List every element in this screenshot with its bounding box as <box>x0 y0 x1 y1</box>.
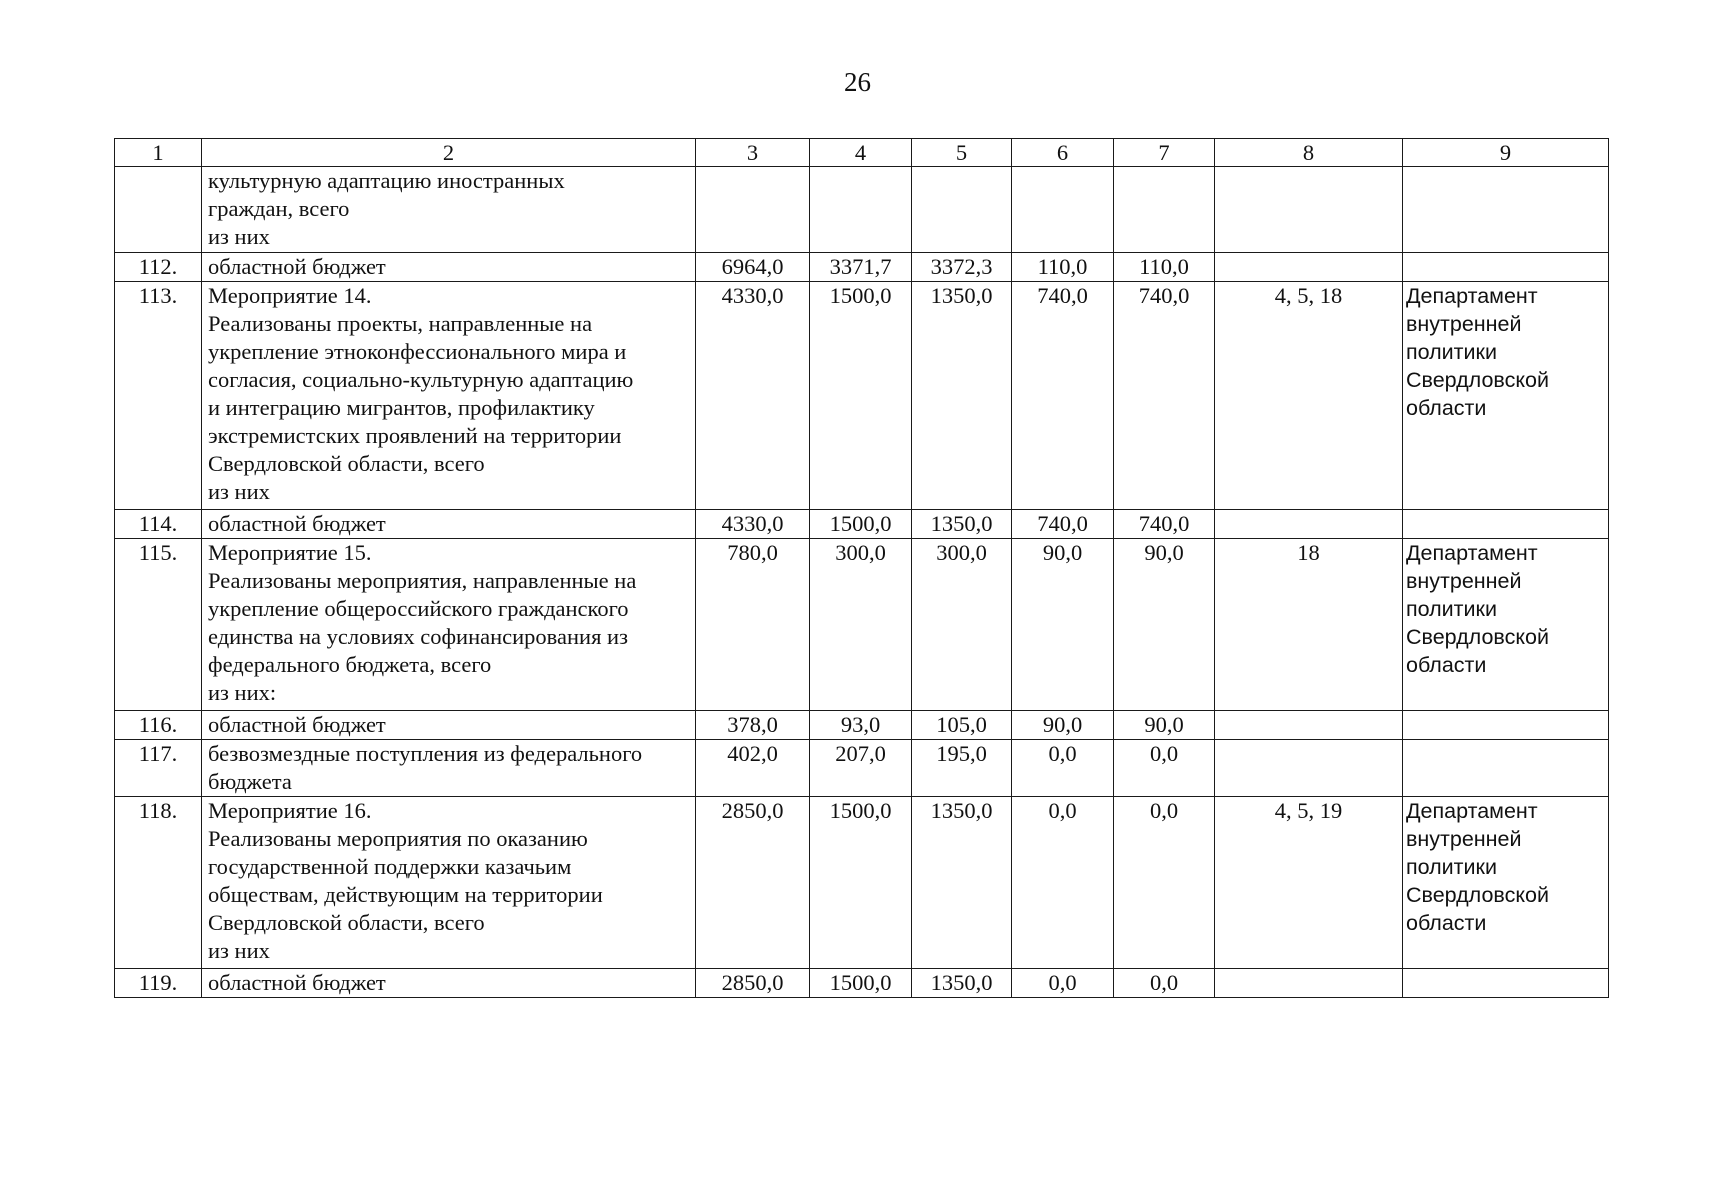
program-table <box>114 138 1609 998</box>
year-amount-cell: 0,0 <box>1114 740 1215 797</box>
column-header-8: 8 <box>1215 139 1403 167</box>
row-description-cell: Мероприятие 15. Реализованы мероприятия, направленные на укрепление общероссийского гражданского единства на условиях софинансирования из федерального бюджета, всего из них: <box>202 539 696 711</box>
year-amount-cell: 105,0 <box>912 711 1012 740</box>
year-amount-cell: 207,0 <box>810 740 912 797</box>
table-row <box>115 539 1609 711</box>
year-amount-cell: 1350,0 <box>912 969 1012 998</box>
year-amount-cell: 0,0 <box>1012 797 1114 969</box>
year-amount-cell: 300,0 <box>912 539 1012 711</box>
row-description-cell: Мероприятие 16. Реализованы мероприятия по оказанию государственной поддержки казачьим обществам, действующим на территории Свердловской области, всего из них <box>202 797 696 969</box>
column-header-6: 6 <box>1012 139 1114 167</box>
target-indicators-cell <box>1215 969 1403 998</box>
year-amount-cell: 0,0 <box>1114 969 1215 998</box>
table-row <box>115 282 1609 510</box>
table-row <box>115 969 1609 998</box>
year-amount-cell: 1350,0 <box>912 282 1012 510</box>
target-indicators-cell: 18 <box>1215 539 1403 711</box>
row-description-cell: Мероприятие 14. Реализованы проекты, направленные на укрепление этноконфессионального мира и согласия, социально-культурную адаптацию и интеграцию мигрантов, профилактику экстремистских проявлений на территории Свердловской области, всего из них <box>202 282 696 510</box>
row-number-cell: 116. <box>115 711 202 740</box>
column-header-9: 9 <box>1403 139 1609 167</box>
year-amount-cell: 1500,0 <box>810 797 912 969</box>
year-amount-cell: 300,0 <box>810 539 912 711</box>
column-header-5: 5 <box>912 139 1012 167</box>
total-amount-cell: 780,0 <box>696 539 810 711</box>
column-header-4: 4 <box>810 139 912 167</box>
year-amount-cell <box>1114 167 1215 253</box>
row-number-cell: 118. <box>115 797 202 969</box>
year-amount-cell: 3371,7 <box>810 253 912 282</box>
year-amount-cell: 740,0 <box>1012 510 1114 539</box>
total-amount-cell: 4330,0 <box>696 282 810 510</box>
year-amount-cell: 1350,0 <box>912 797 1012 969</box>
executor-cell <box>1403 740 1609 797</box>
total-amount-cell: 2850,0 <box>696 969 810 998</box>
executor-cell: Департамент внутренней политики Свердловской области <box>1403 797 1609 969</box>
year-amount-cell: 0,0 <box>1012 969 1114 998</box>
executor-cell: Департамент внутренней политики Свердловской области <box>1403 539 1609 711</box>
total-amount-cell <box>696 167 810 253</box>
year-amount-cell <box>1012 167 1114 253</box>
row-number-cell <box>115 167 202 253</box>
executor-cell <box>1403 510 1609 539</box>
row-description-cell: культурную адаптацию иностранных граждан, всего из них <box>202 167 696 253</box>
table-row <box>115 711 1609 740</box>
year-amount-cell: 93,0 <box>810 711 912 740</box>
year-amount-cell: 90,0 <box>1012 539 1114 711</box>
total-amount-cell: 402,0 <box>696 740 810 797</box>
row-number-cell: 112. <box>115 253 202 282</box>
year-amount-cell <box>810 167 912 253</box>
row-description-cell: областной бюджет <box>202 510 696 539</box>
year-amount-cell: 195,0 <box>912 740 1012 797</box>
year-amount-cell: 90,0 <box>1114 711 1215 740</box>
year-amount-cell: 90,0 <box>1114 539 1215 711</box>
year-amount-cell: 740,0 <box>1012 282 1114 510</box>
total-amount-cell: 2850,0 <box>696 797 810 969</box>
year-amount-cell: 1500,0 <box>810 969 912 998</box>
row-description-cell: безвозмездные поступления из федерального бюджета <box>202 740 696 797</box>
table-row <box>115 510 1609 539</box>
row-number-cell: 119. <box>115 969 202 998</box>
target-indicators-cell <box>1215 167 1403 253</box>
column-number-header-row <box>115 139 1609 167</box>
year-amount-cell: 110,0 <box>1114 253 1215 282</box>
table-row <box>115 167 1609 253</box>
year-amount-cell: 740,0 <box>1114 510 1215 539</box>
row-number-cell: 114. <box>115 510 202 539</box>
table-row <box>115 740 1609 797</box>
row-number-cell: 117. <box>115 740 202 797</box>
row-description-cell: областной бюджет <box>202 253 696 282</box>
column-header-7: 7 <box>1114 139 1215 167</box>
executor-cell <box>1403 167 1609 253</box>
target-indicators-cell: 4, 5, 19 <box>1215 797 1403 969</box>
target-indicators-cell <box>1215 510 1403 539</box>
year-amount-cell: 1500,0 <box>810 282 912 510</box>
executor-cell <box>1403 969 1609 998</box>
column-header-3: 3 <box>696 139 810 167</box>
page-number: 26 <box>844 67 871 97</box>
row-number-cell: 113. <box>115 282 202 510</box>
column-header-2: 2 <box>202 139 696 167</box>
table-row <box>115 253 1609 282</box>
executor-cell: Департамент внутренней политики Свердловской области <box>1403 282 1609 510</box>
target-indicators-cell: 4, 5, 18 <box>1215 282 1403 510</box>
executor-cell <box>1403 253 1609 282</box>
target-indicators-cell <box>1215 740 1403 797</box>
year-amount-cell <box>912 167 1012 253</box>
row-number-cell: 115. <box>115 539 202 711</box>
year-amount-cell: 3372,3 <box>912 253 1012 282</box>
total-amount-cell: 378,0 <box>696 711 810 740</box>
total-amount-cell: 6964,0 <box>696 253 810 282</box>
executor-cell <box>1403 711 1609 740</box>
row-description-cell: областной бюджет <box>202 969 696 998</box>
year-amount-cell: 110,0 <box>1012 253 1114 282</box>
year-amount-cell: 1500,0 <box>810 510 912 539</box>
target-indicators-cell <box>1215 253 1403 282</box>
year-amount-cell: 0,0 <box>1012 740 1114 797</box>
year-amount-cell: 90,0 <box>1012 711 1114 740</box>
total-amount-cell: 4330,0 <box>696 510 810 539</box>
row-description-cell: областной бюджет <box>202 711 696 740</box>
year-amount-cell: 0,0 <box>1114 797 1215 969</box>
target-indicators-cell <box>1215 711 1403 740</box>
year-amount-cell: 1350,0 <box>912 510 1012 539</box>
year-amount-cell: 740,0 <box>1114 282 1215 510</box>
table-row <box>115 797 1609 969</box>
column-header-1: 1 <box>115 139 202 167</box>
